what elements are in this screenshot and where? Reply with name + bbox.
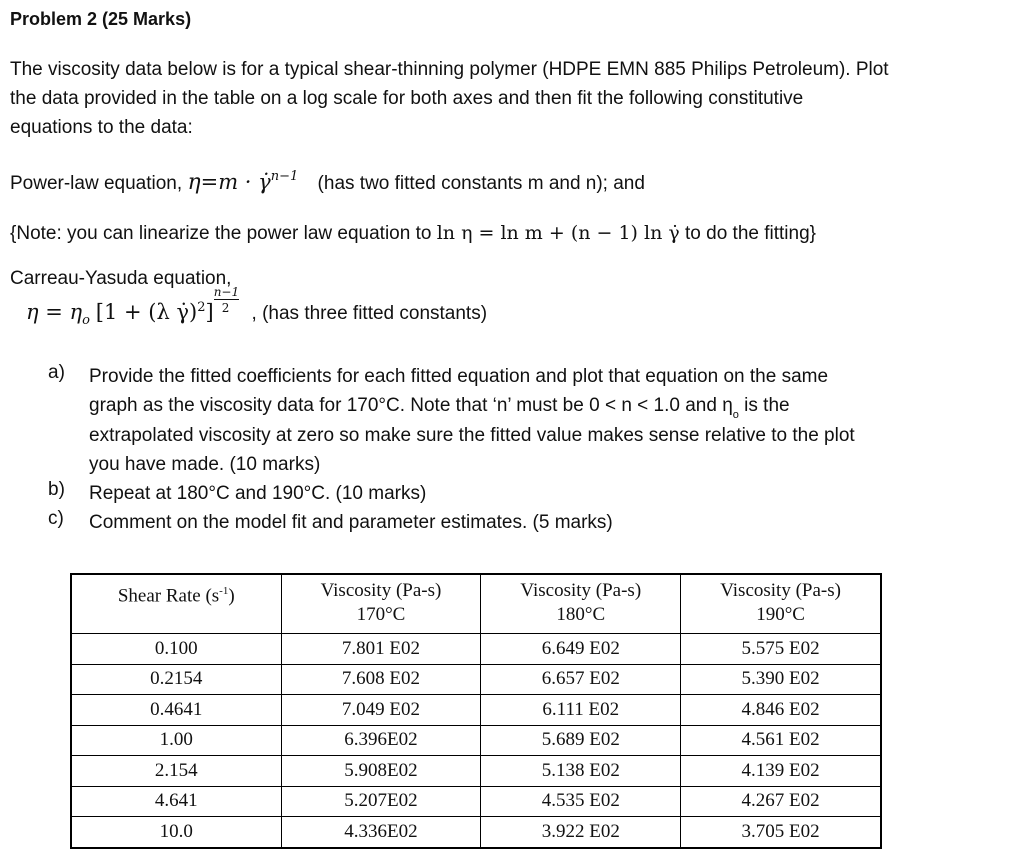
cell-shear-rate: 4.641 [71,786,281,817]
question-a-line-2-text: graph as the viscosity data for 170°C. Note that ‘n’ must be 0 < n < 1.0 and η [89,395,733,416]
question-b-text: Repeat at 180°C and 190°C. (10 marks) [89,483,427,504]
cell-visc-170: 7.608 E02 [281,664,481,695]
carreau-label: Carreau-Yasuda equation, [10,268,232,289]
carreau-eta-main: η = η [26,300,83,324]
intro-line-2: the data provided in the table on a log scale for both axes and then fit the following constitutive [10,88,804,109]
table-row [71,786,881,817]
question-a-label: a) [48,362,65,383]
cell-visc-190: 5.575 E02 [681,634,881,665]
cell-visc-170: 4.336E02 [281,817,481,848]
header-visc-180-line1: Viscosity (Pa-s) [520,580,642,601]
carreau-close: ] [205,300,214,324]
power-law-line [10,168,645,200]
carreau-exp-num: n−1 [213,285,240,299]
intro-line-3: equations to the data: [10,117,193,138]
cell-visc-180: 3.922 E02 [481,817,681,848]
header-visc-170-line1: Viscosity (Pa-s) [320,580,442,601]
cell-visc-180: 4.535 E02 [481,786,681,817]
header-visc-190-line2: 190°C [756,604,805,625]
cell-visc-170: 5.908E02 [281,756,481,787]
carreau-square: 2 [197,300,206,315]
carreau-bracket: [1 + (λ γ̇) [95,300,198,324]
cell-visc-170: 7.801 E02 [281,634,481,665]
cell-visc-190: 4.267 E02 [681,786,881,817]
cell-visc-180: 5.689 E02 [481,725,681,756]
cell-visc-180: 6.111 E02 [481,695,681,726]
power-law-suffix: (has two fitted constants m and n); and [317,173,645,194]
cell-shear-rate: 0.100 [71,634,281,665]
power-law-rhs: =m · γ̇ [200,170,271,194]
header-shear-rate-sup: -1 [219,585,229,597]
question-c-text: Comment on the model fit and parameter estimates. (5 marks) [89,512,613,533]
carreau-exponent [213,285,240,320]
power-law-prefix: Power-law equation, [10,173,188,194]
cell-visc-170: 5.207E02 [281,786,481,817]
table-row [71,664,881,695]
cell-shear-rate: 2.154 [71,756,281,787]
header-shear-rate-text: Shear Rate (s [117,585,220,607]
cell-visc-190: 4.561 E02 [681,725,881,756]
question-b-label: b) [48,479,65,500]
header-visc-190 [681,574,881,634]
table-row [71,725,881,756]
cell-visc-170: 7.049 E02 [281,695,481,726]
cell-visc-180: 6.649 E02 [481,634,681,665]
table-row [71,756,881,787]
question-a-line-2-tail: is the [738,395,790,416]
cell-shear-rate: 1.00 [71,725,281,756]
table-row [71,634,881,665]
cell-visc-180: 6.657 E02 [481,664,681,695]
note-line [10,219,816,248]
cell-shear-rate: 10.0 [71,817,281,848]
question-a-eta-sub: o [732,409,739,421]
note-equation: ln η = ln m + (n − 1) ln γ̇ [436,222,680,244]
question-a-line-3: extrapolated viscosity at zero so make sure the fitted value makes sense relative to the plot [89,425,855,446]
cell-shear-rate: 0.4641 [71,695,281,726]
question-a-line-1: Provide the fitted coefficients for each fitted equation and plot that equation on the same [89,366,829,387]
carreau-suffix: , (has three fitted constants) [251,303,488,324]
carreau-eta-sub: o [82,313,90,328]
power-law-eta: η [187,170,201,195]
cell-visc-190: 5.390 E02 [681,664,881,695]
cell-visc-190: 3.705 E02 [681,817,881,848]
cell-visc-190: 4.139 E02 [681,756,881,787]
question-a-line-2 [89,391,790,424]
question-c-label: c) [48,508,64,529]
cell-shear-rate: 0.2154 [71,664,281,695]
cell-visc-170: 6.396E02 [281,725,481,756]
header-visc-180 [481,574,681,634]
note-prefix: {Note: you can linearize the power law equation to [10,223,437,244]
header-shear-rate-end: ) [228,585,235,607]
cell-visc-190: 4.846 E02 [681,695,881,726]
question-a-line-4: you have made. (10 marks) [89,454,321,475]
note-suffix: to do the fitting} [679,223,816,244]
intro-line-1: The viscosity data below is for a typical shear-thinning polymer (HDPE EMN 885 Philips Petroleum). Plot [10,59,889,80]
cell-visc-180: 5.138 E02 [481,756,681,787]
table-row [71,695,881,726]
table-row [71,817,881,848]
header-visc-180-line2: 180°C [556,604,606,625]
problem-title: Problem 2 (25 Marks) [10,9,192,29]
carreau-equation [26,285,488,328]
table-header-row [71,574,881,634]
power-law-exponent: n−1 [270,169,299,184]
viscosity-table [70,573,882,849]
carreau-exp-den: 2 [221,301,230,315]
header-visc-170-line2: 170°C [356,604,406,625]
header-shear-rate [71,574,281,634]
header-visc-170 [281,574,481,634]
header-visc-190-line1: Viscosity (Pa-s) [720,580,841,601]
